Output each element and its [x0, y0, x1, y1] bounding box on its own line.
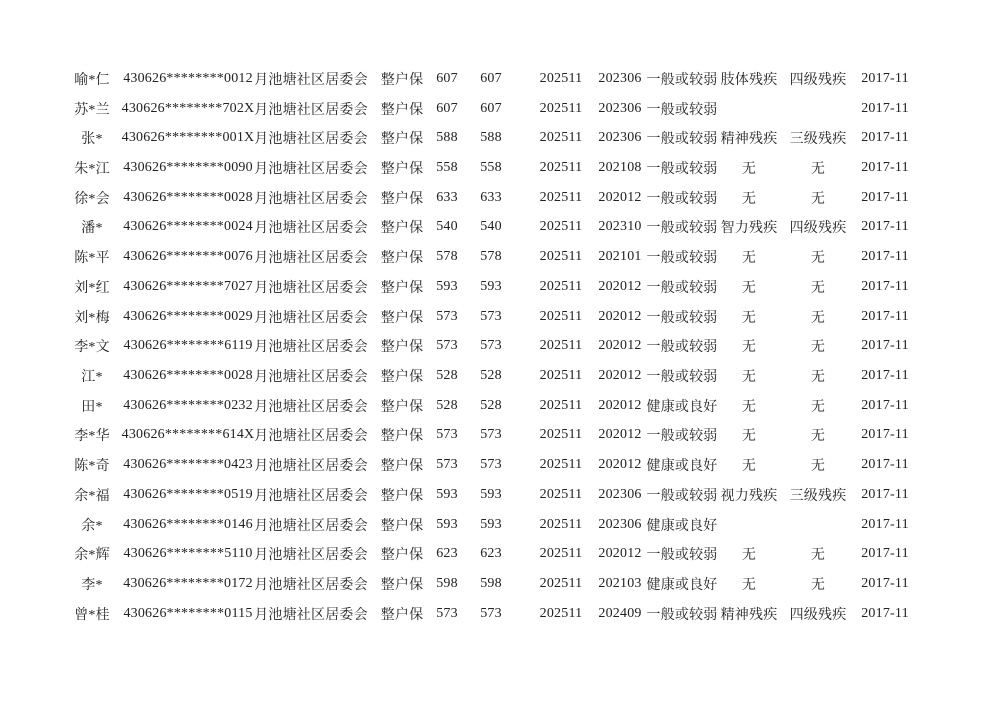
cell-period-end: 202306	[598, 100, 642, 116]
cell-disability-level: 四级残疾	[789, 72, 847, 88]
cell-insurance-type: 整户保	[380, 459, 424, 475]
cell-disability-type: 视力残疾	[720, 488, 778, 504]
table-row	[0, 213, 1000, 243]
cell-date: 2017-11	[861, 457, 909, 473]
cell-period-start: 202511	[539, 249, 583, 265]
cell-amount-1: 528	[436, 368, 458, 384]
cell-disability-type: 无	[741, 548, 757, 564]
cell-health-status: 一般或较弱	[646, 102, 718, 118]
cell-name: 朱*江	[74, 162, 110, 178]
records-table	[0, 64, 1000, 629]
cell-period-end: 202012	[598, 368, 642, 384]
cell-insurance-type: 整户保	[380, 607, 424, 623]
cell-amount-2: 573	[480, 605, 502, 621]
cell-period-end: 202306	[598, 130, 642, 146]
cell-insurance-type: 整户保	[380, 102, 424, 118]
cell-period-start: 202511	[539, 100, 583, 116]
cell-amount-2: 528	[480, 397, 502, 413]
cell-date: 2017-11	[861, 249, 909, 265]
cell-health-status: 一般或较弱	[646, 607, 718, 623]
cell-period-end: 202306	[598, 70, 642, 86]
cell-id-number: 430626********702X	[121, 100, 255, 116]
table-row	[0, 540, 1000, 570]
cell-disability-type: 无	[741, 429, 757, 445]
cell-name: 陈*奇	[74, 459, 110, 475]
cell-insurance-type: 整户保	[380, 162, 424, 178]
cell-period-end: 202012	[598, 338, 642, 354]
cell-amount-2: 573	[480, 427, 502, 443]
cell-name: 李*华	[74, 429, 110, 445]
cell-name: 田*	[81, 399, 103, 415]
cell-disability-level: 无	[810, 280, 826, 296]
cell-period-end: 202108	[598, 160, 642, 176]
cell-id-number: 430626********5110	[123, 546, 253, 562]
cell-amount-1: 558	[436, 160, 458, 176]
table-row	[0, 272, 1000, 302]
cell-id-number: 430626********6119	[123, 338, 253, 354]
cell-id-number: 430626********0090	[123, 160, 253, 176]
cell-disability-level: 无	[810, 340, 826, 356]
cell-insurance-type: 整户保	[380, 251, 424, 267]
cell-community: 月池塘社区居委会	[254, 459, 368, 475]
cell-id-number: 430626********0076	[123, 249, 253, 265]
cell-amount-1: 633	[436, 189, 458, 205]
cell-community: 月池塘社区居委会	[254, 399, 368, 415]
cell-amount-1: 593	[436, 516, 458, 532]
cell-id-number: 430626********0232	[123, 397, 253, 413]
cell-health-status: 一般或较弱	[646, 132, 718, 148]
cell-insurance-type: 整户保	[380, 370, 424, 386]
cell-period-end: 202012	[598, 546, 642, 562]
cell-date: 2017-11	[861, 486, 909, 502]
cell-health-status: 一般或较弱	[646, 370, 718, 386]
cell-period-end: 202409	[598, 605, 642, 621]
table-row	[0, 361, 1000, 391]
cell-insurance-type: 整户保	[380, 399, 424, 415]
table-row	[0, 302, 1000, 332]
cell-name: 张*	[81, 132, 103, 148]
cell-disability-level: 无	[810, 429, 826, 445]
cell-disability-type: 无	[741, 251, 757, 267]
cell-community: 月池塘社区居委会	[254, 280, 368, 296]
cell-community: 月池塘社区居委会	[254, 310, 368, 326]
cell-period-start: 202511	[539, 219, 583, 235]
cell-period-end: 202101	[598, 249, 642, 265]
cell-period-start: 202511	[539, 189, 583, 205]
cell-disability-level: 三级残疾	[789, 488, 847, 504]
cell-amount-2: 598	[480, 576, 502, 592]
cell-amount-2: 573	[480, 308, 502, 324]
cell-amount-1: 573	[436, 427, 458, 443]
cell-date: 2017-11	[861, 338, 909, 354]
cell-disability-type: 无	[741, 280, 757, 296]
cell-id-number: 430626********0012	[123, 70, 253, 86]
cell-period-start: 202511	[539, 576, 583, 592]
cell-date: 2017-11	[861, 189, 909, 205]
table-row	[0, 421, 1000, 451]
cell-date: 2017-11	[861, 516, 909, 532]
cell-name: 李*	[81, 578, 103, 594]
cell-date: 2017-11	[861, 308, 909, 324]
cell-period-start: 202511	[539, 427, 583, 443]
cell-amount-1: 528	[436, 397, 458, 413]
cell-date: 2017-11	[861, 278, 909, 294]
cell-date: 2017-11	[861, 219, 909, 235]
cell-community: 月池塘社区居委会	[254, 607, 368, 623]
cell-name: 刘*红	[74, 280, 110, 296]
cell-amount-2: 573	[480, 457, 502, 473]
cell-amount-1: 607	[436, 100, 458, 116]
cell-name: 李*文	[74, 340, 110, 356]
cell-insurance-type: 整户保	[380, 310, 424, 326]
cell-amount-1: 593	[436, 486, 458, 502]
cell-community: 月池塘社区居委会	[254, 221, 368, 237]
cell-health-status: 一般或较弱	[646, 429, 718, 445]
cell-amount-2: 588	[480, 130, 502, 146]
table-row	[0, 510, 1000, 540]
cell-date: 2017-11	[861, 397, 909, 413]
cell-period-start: 202511	[539, 486, 583, 502]
cell-disability-type: 无	[741, 370, 757, 386]
cell-date: 2017-11	[861, 70, 909, 86]
cell-period-start: 202511	[539, 457, 583, 473]
cell-disability-level: 无	[810, 548, 826, 564]
cell-amount-1: 540	[436, 219, 458, 235]
cell-name: 余*福	[74, 488, 110, 504]
cell-insurance-type: 整户保	[380, 132, 424, 148]
cell-amount-2: 593	[480, 278, 502, 294]
cell-insurance-type: 整户保	[380, 429, 424, 445]
cell-period-start: 202511	[539, 397, 583, 413]
cell-period-start: 202511	[539, 70, 583, 86]
cell-date: 2017-11	[861, 130, 909, 146]
cell-name: 徐*会	[74, 191, 110, 207]
cell-disability-level: 四级残疾	[789, 607, 847, 623]
cell-period-start: 202511	[539, 516, 583, 532]
cell-health-status: 一般或较弱	[646, 221, 718, 237]
cell-disability-level: 无	[810, 399, 826, 415]
cell-amount-2: 633	[480, 189, 502, 205]
cell-period-end: 202310	[598, 219, 642, 235]
cell-id-number: 430626********0029	[123, 308, 253, 324]
cell-period-start: 202511	[539, 368, 583, 384]
cell-name: 曾*桂	[74, 607, 110, 623]
cell-health-status: 健康或良好	[646, 459, 718, 475]
cell-amount-2: 558	[480, 160, 502, 176]
cell-disability-level: 无	[810, 459, 826, 475]
table-row	[0, 123, 1000, 153]
cell-disability-type: 无	[741, 162, 757, 178]
cell-amount-2: 607	[480, 70, 502, 86]
cell-health-status: 健康或良好	[646, 518, 718, 534]
cell-name: 江*	[81, 370, 103, 386]
cell-id-number: 430626********0028	[123, 368, 253, 384]
cell-name: 余*辉	[74, 548, 110, 564]
table-row	[0, 569, 1000, 599]
cell-disability-level: 无	[810, 251, 826, 267]
cell-period-end: 202103	[598, 576, 642, 592]
cell-disability-level: 三级残疾	[789, 132, 847, 148]
cell-community: 月池塘社区居委会	[254, 132, 368, 148]
cell-period-start: 202511	[539, 130, 583, 146]
cell-disability-type: 无	[741, 191, 757, 207]
cell-amount-2: 607	[480, 100, 502, 116]
cell-period-start: 202511	[539, 160, 583, 176]
cell-disability-level: 四级残疾	[789, 221, 847, 237]
cell-health-status: 一般或较弱	[646, 191, 718, 207]
cell-disability-type: 肢体残疾	[720, 72, 778, 88]
table-row	[0, 64, 1000, 94]
table-row	[0, 480, 1000, 510]
cell-date: 2017-11	[861, 100, 909, 116]
cell-period-end: 202012	[598, 308, 642, 324]
cell-name: 余*	[81, 518, 103, 534]
cell-health-status: 健康或良好	[646, 578, 718, 594]
cell-period-start: 202511	[539, 278, 583, 294]
cell-disability-level: 无	[810, 370, 826, 386]
cell-id-number: 430626********0172	[123, 576, 253, 592]
cell-health-status: 一般或较弱	[646, 162, 718, 178]
cell-insurance-type: 整户保	[380, 578, 424, 594]
cell-amount-2: 540	[480, 219, 502, 235]
cell-community: 月池塘社区居委会	[254, 72, 368, 88]
cell-amount-1: 573	[436, 308, 458, 324]
cell-id-number: 430626********0423	[123, 457, 253, 473]
cell-community: 月池塘社区居委会	[254, 548, 368, 564]
cell-community: 月池塘社区居委会	[254, 251, 368, 267]
cell-community: 月池塘社区居委会	[254, 162, 368, 178]
cell-community: 月池塘社区居委会	[254, 191, 368, 207]
cell-id-number: 430626********001X	[121, 130, 255, 146]
cell-health-status: 健康或良好	[646, 399, 718, 415]
cell-amount-2: 623	[480, 546, 502, 562]
cell-amount-2: 528	[480, 368, 502, 384]
cell-period-start: 202511	[539, 338, 583, 354]
table-row	[0, 153, 1000, 183]
cell-insurance-type: 整户保	[380, 488, 424, 504]
cell-period-end: 202012	[598, 427, 642, 443]
cell-name: 潘*	[81, 221, 103, 237]
cell-name: 喻*仁	[74, 72, 110, 88]
cell-amount-2: 593	[480, 486, 502, 502]
cell-name: 刘*梅	[74, 310, 110, 326]
cell-disability-type: 无	[741, 340, 757, 356]
cell-period-end: 202012	[598, 457, 642, 473]
cell-name: 陈*平	[74, 251, 110, 267]
cell-community: 月池塘社区居委会	[254, 102, 368, 118]
cell-disability-type: 精神残疾	[720, 607, 778, 623]
cell-amount-1: 573	[436, 338, 458, 354]
cell-insurance-type: 整户保	[380, 191, 424, 207]
cell-community: 月池塘社区居委会	[254, 340, 368, 356]
cell-community: 月池塘社区居委会	[254, 518, 368, 534]
cell-insurance-type: 整户保	[380, 340, 424, 356]
cell-disability-type: 无	[741, 399, 757, 415]
cell-amount-1: 598	[436, 576, 458, 592]
cell-health-status: 一般或较弱	[646, 310, 718, 326]
cell-insurance-type: 整户保	[380, 280, 424, 296]
cell-name: 苏*兰	[74, 102, 110, 118]
cell-disability-type: 无	[741, 310, 757, 326]
cell-id-number: 430626********7027	[123, 278, 253, 294]
cell-community: 月池塘社区居委会	[254, 429, 368, 445]
cell-community: 月池塘社区居委会	[254, 488, 368, 504]
cell-disability-type: 无	[741, 578, 757, 594]
cell-amount-2: 573	[480, 338, 502, 354]
cell-insurance-type: 整户保	[380, 221, 424, 237]
cell-date: 2017-11	[861, 427, 909, 443]
cell-date: 2017-11	[861, 576, 909, 592]
cell-id-number: 430626********0146	[123, 516, 253, 532]
cell-community: 月池塘社区居委会	[254, 578, 368, 594]
cell-amount-2: 593	[480, 516, 502, 532]
cell-community: 月池塘社区居委会	[254, 370, 368, 386]
table-row	[0, 94, 1000, 124]
cell-health-status: 一般或较弱	[646, 251, 718, 267]
cell-amount-1: 573	[436, 457, 458, 473]
table-row	[0, 599, 1000, 629]
table-row	[0, 183, 1000, 213]
table-row	[0, 242, 1000, 272]
cell-period-start: 202511	[539, 308, 583, 324]
cell-period-end: 202012	[598, 397, 642, 413]
cell-period-start: 202511	[539, 605, 583, 621]
cell-insurance-type: 整户保	[380, 518, 424, 534]
table-row	[0, 331, 1000, 361]
cell-date: 2017-11	[861, 605, 909, 621]
cell-id-number: 430626********0115	[123, 605, 253, 621]
cell-period-end: 202306	[598, 516, 642, 532]
cell-disability-level: 无	[810, 191, 826, 207]
cell-period-end: 202012	[598, 189, 642, 205]
table-row	[0, 450, 1000, 480]
cell-disability-level: 无	[810, 162, 826, 178]
cell-period-start: 202511	[539, 546, 583, 562]
cell-insurance-type: 整户保	[380, 548, 424, 564]
cell-disability-type: 精神残疾	[720, 132, 778, 148]
cell-disability-type: 无	[741, 459, 757, 475]
cell-period-end: 202306	[598, 486, 642, 502]
cell-period-end: 202012	[598, 278, 642, 294]
cell-id-number: 430626********0519	[123, 486, 253, 502]
cell-date: 2017-11	[861, 546, 909, 562]
cell-id-number: 430626********614X	[121, 427, 255, 443]
cell-amount-1: 623	[436, 546, 458, 562]
cell-id-number: 430626********0028	[123, 189, 253, 205]
cell-amount-1: 607	[436, 70, 458, 86]
cell-amount-1: 588	[436, 130, 458, 146]
cell-date: 2017-11	[861, 368, 909, 384]
cell-date: 2017-11	[861, 160, 909, 176]
cell-amount-1: 578	[436, 249, 458, 265]
cell-health-status: 一般或较弱	[646, 340, 718, 356]
cell-id-number: 430626********0024	[123, 219, 253, 235]
cell-disability-level: 无	[810, 578, 826, 594]
cell-amount-2: 578	[480, 249, 502, 265]
table-row	[0, 391, 1000, 421]
cell-amount-1: 573	[436, 605, 458, 621]
cell-amount-1: 593	[436, 278, 458, 294]
cell-health-status: 一般或较弱	[646, 280, 718, 296]
cell-insurance-type: 整户保	[380, 72, 424, 88]
cell-disability-type: 智力残疾	[720, 221, 778, 237]
cell-health-status: 一般或较弱	[646, 72, 718, 88]
cell-health-status: 一般或较弱	[646, 548, 718, 564]
cell-health-status: 一般或较弱	[646, 488, 718, 504]
cell-disability-level: 无	[810, 310, 826, 326]
